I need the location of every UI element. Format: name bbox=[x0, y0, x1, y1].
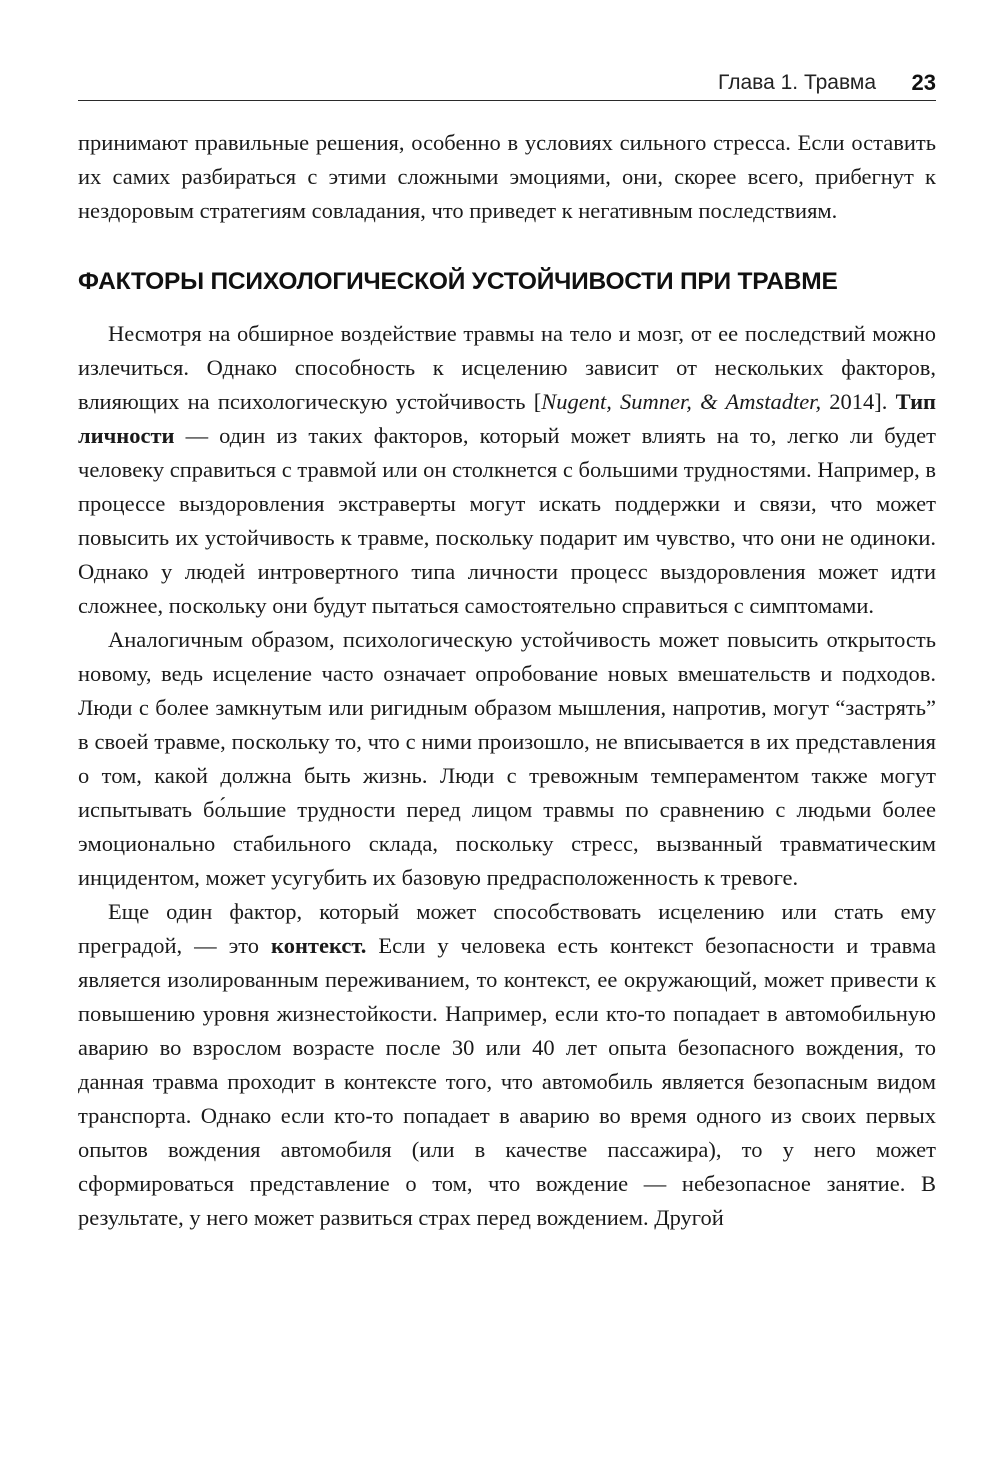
citation-authors: Nugent, Sumner, & Amstadter, bbox=[541, 389, 822, 414]
continued-paragraph: принимают правильные решения, особенно в условиях сильного стресса. Если оставить их самих разбираться с этими сложными эмоциями, они, скорее всего, прибегнут к нездоровым стратегиям совладания, что приведет к негативным последствиям. bbox=[78, 130, 936, 223]
body-text bbox=[78, 126, 936, 1235]
paragraph-text: — один из таких факторов, который может влиять на то, легко ли будет человеку справиться с травмой или он столкнется с большими трудностями. Например, в процессе выздоровления экстраверты могут искать поддержки и связи, что может повысить их устойчивость к травме, поскольку подарит им чувство, что они не одиноки. Однако у людей интровертного типа личности процесс выздоровления может идти сложнее, поскольку они будут пытаться самостоятельно справиться с симптомами. bbox=[78, 423, 936, 618]
book-page bbox=[78, 0, 936, 1483]
paragraph-text: Еще один фактор, который может способствовать исцелению или стать ему преградой, — это bbox=[78, 899, 936, 958]
paragraph-text: Несмотря на обширное воздействие травмы на тело и мозг, от ее последствий можно излечиться. Однако способность к исцелению зависит от нескольких факторов, влияющих на психологическую устойчивость [ bbox=[78, 321, 936, 414]
chapter-title: Глава 1. Травма bbox=[718, 71, 876, 94]
paragraph-text: Если у человека есть контекст безопасности и травма является изолированным переживанием, то контекст, ее окружающий, может привести к повышению уровня жизнестойкости. Например, если кто-то попадает в автомобильную аварию во взрослом возрасте после 30 или 40 лет опыта безопасного вождения, то данная травма проходит в контексте того, что автомобиль является безопасным видом транспорта. Однако если кто-то попадает в аварию во время одного из своих первых опытов вождения автомобиля (или в качестве пассажира), то у него может сформироваться представление о том, что вождение — небезопасное занятие. В результате, у него может развиться страх перед вождением. Другой bbox=[78, 933, 936, 1230]
paragraph-context bbox=[78, 895, 936, 1235]
key-term: контекст. bbox=[271, 933, 367, 958]
section-heading: ФАКТОРЫ ПСИХОЛОГИЧЕСКОЙ УСТОЙЧИВОСТИ ПРИ ТРАВМЕ bbox=[78, 268, 838, 295]
page-number: 23 bbox=[911, 70, 936, 95]
key-term: Тип личности bbox=[78, 389, 936, 448]
citation-year: 2014]. bbox=[821, 389, 896, 414]
paragraph-personality-type bbox=[78, 317, 936, 623]
running-header bbox=[78, 66, 936, 101]
paragraph-openness: Аналогичным образом, психологическую устойчивость может повысить открытость новому, ведь исцеление часто означает опробование новых вмешательств и подходов. Люди с более замкнутым или ригидным образом мышления, напротив, могут “застрять” в своей травме, поскольку то, что с ними произошло, не вписывается в их представления о том, какой должна быть жизнь. Люди с тревожным темпераментом также могут испытывать бо́льшие трудности перед лицом травмы по сравнению с людьми более эмоционально стабильного склада, поскольку стресс, вызванный травматическим инцидентом, может усугубить их базовую предрасположенность к тревоге. bbox=[78, 627, 936, 890]
